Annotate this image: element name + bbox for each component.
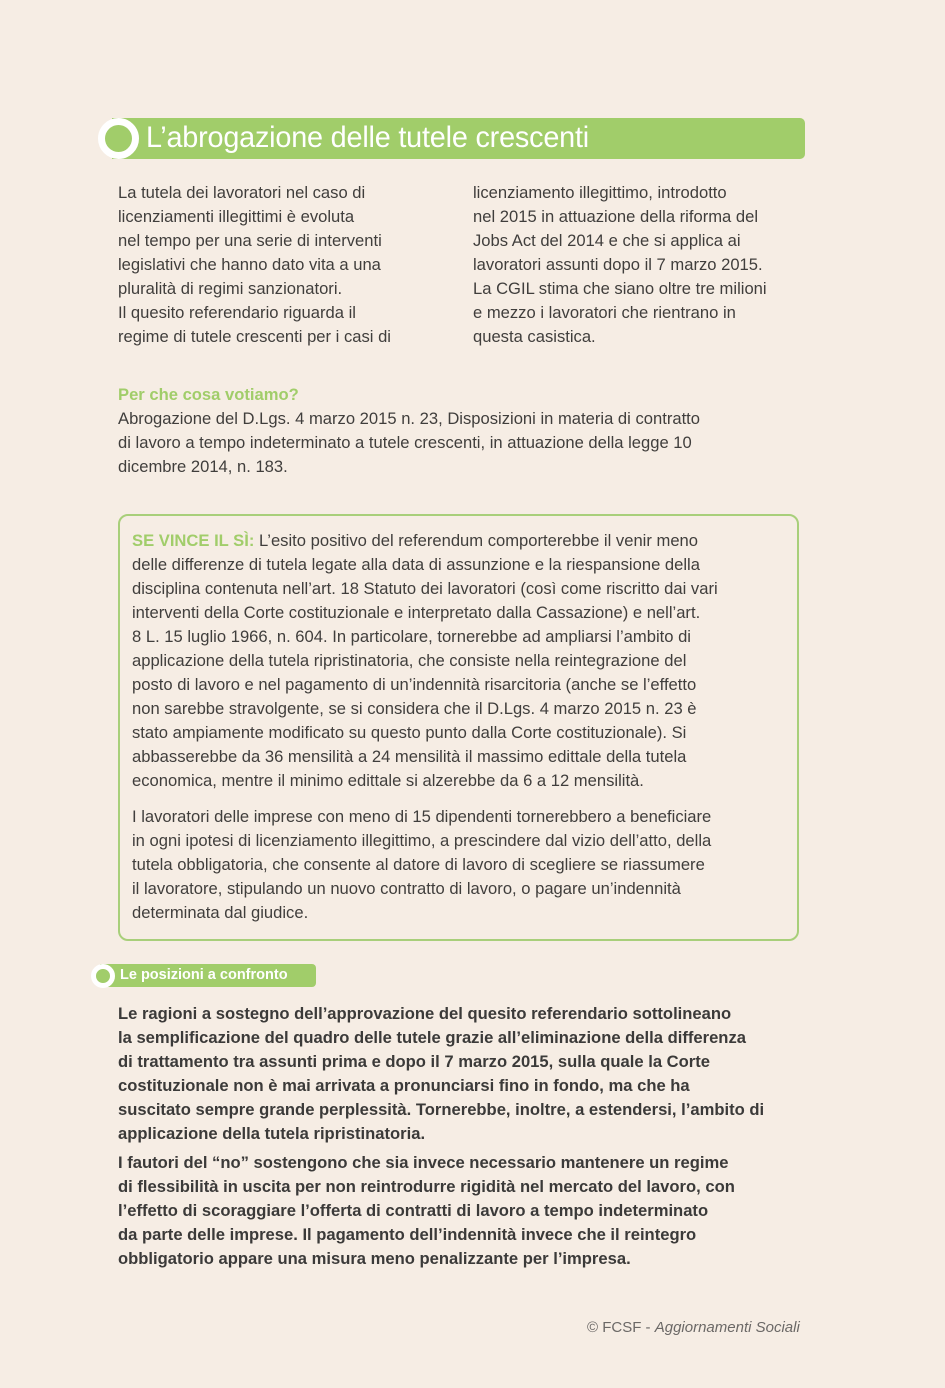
positions-line: Le ragioni a sostegno dell’approvazione del quesito referendario sottolineano	[118, 1004, 732, 1023]
outcome-line: stato ampiamente modificato su questo punto dalla Corte costituzionale). Si	[132, 723, 687, 742]
outcome-line: 8 L. 15 luglio 1966, n. 604. In particolare, tornerebbe ad ampliarsi l’ambito di	[132, 627, 691, 646]
circle-bullet-icon	[98, 118, 139, 159]
positions-line: l’effetto di scoraggiare l’offerta di contratti di lavoro a tempo indeterminato	[118, 1201, 709, 1220]
intro-line: regime di tutele crescenti per i casi di	[118, 327, 391, 346]
vote-line: Abrogazione del D.Lgs. 4 marzo 2015 n. 23, Disposizioni in materia di contratto	[118, 409, 701, 428]
intro-line: Il quesito referendario riguarda il	[118, 303, 356, 322]
outcome-line: posto di lavoro e nel pagamento di un’indennità risarcitoria (anche se l’effetto	[132, 675, 697, 694]
intro-line: questa casistica.	[473, 327, 596, 346]
page-title: L’abrogazione delle tutele crescenti	[146, 121, 589, 154]
intro-line: La CGIL stima che siano oltre tre milioni	[473, 279, 767, 298]
outcome-line: interventi della Corte costituzionale e interpretato dalla Cassazione) e nell’art.	[132, 603, 701, 622]
positions-line: I fautori del “no” sostengono che sia invece necessario mantenere un regime	[118, 1153, 729, 1172]
positions-line: la semplificazione del quadro delle tutele grazie all’eliminazione della differenza	[118, 1028, 746, 1047]
positions-line: di flessibilità in uscita per non reintrodurre rigidità nel mercato del lavoro, con	[118, 1177, 735, 1196]
outcome-paragraph-2	[132, 805, 711, 925]
intro-line: licenziamenti illegittimi è evoluta	[118, 207, 355, 226]
intro-line: e mezzo i lavoratori che rientrano in	[473, 303, 736, 322]
outcome-line: non sarebbe stravolgente, se si considera che il D.Lgs. 4 marzo 2015 n. 23 è	[132, 699, 697, 718]
outcome-line: il lavoratore, stipulando un nuovo contratto di lavoro, o pagare un’indennità	[132, 879, 681, 898]
intro-line: legislativi che hanno dato vita a una	[118, 255, 381, 274]
vote-line: dicembre 2014, n. 183.	[118, 457, 288, 476]
vote-line: di lavoro a tempo indeterminato a tutele crescenti, in attuazione della legge 10	[118, 433, 692, 452]
section-heading: Le posizioni a confronto	[120, 967, 288, 983]
outcome-line: in ogni ipotesi di licenziamento illegittimo, a prescindere dal vizio dell’atto, della	[132, 831, 712, 850]
outcome-line: I lavoratori delle imprese con meno di 15 dipendenti tornerebbero a beneficiare	[132, 807, 712, 826]
positions-line: da parte delle imprese. Il pagamento dell’indennità invece che il reintegro	[118, 1225, 697, 1244]
positions-paragraph-no	[118, 1151, 735, 1271]
intro-left-column	[118, 181, 391, 349]
intro-line: La tutela dei lavoratori nel caso di	[118, 183, 366, 202]
outcome-line: determinata dal giudice.	[132, 903, 309, 922]
outcome-label: SE VINCE IL SÌ	[132, 531, 249, 550]
intro-right-column	[473, 181, 767, 349]
intro-line: lavoratori assunti dopo il 7 marzo 2015.	[473, 255, 763, 274]
outcome-first-line	[132, 529, 718, 553]
intro-line: nel 2015 in attuazione della riforma del	[473, 207, 759, 226]
outcome-label-separator: :	[248, 531, 255, 550]
positions-paragraph-yes	[118, 1002, 764, 1146]
intro-line: pluralità di regimi sanzionatori.	[118, 279, 343, 298]
positions-line: di trattamento tra assunti prima e dopo il 7 marzo 2015, sulla quale la Corte	[118, 1052, 711, 1071]
intro-line: licenziamento illegittimo, introdotto	[473, 183, 727, 202]
footer-credit	[587, 1317, 800, 1339]
outcome-line: tutela obbligatoria, che consente al datore di lavoro di scegliere se riassumere	[132, 855, 705, 874]
outcome-line: applicazione della tutela ripristinatoria, che consiste nella reintegrazione del	[132, 651, 687, 670]
outcome-line: delle differenze di tutela legate alla data di assunzione e la riespansione della	[132, 555, 700, 574]
outcome-paragraph-1	[132, 529, 718, 793]
outcome-line: economica, mentre il minimo edittale si alzerebbe da 6 a 12 mensilità.	[132, 771, 644, 790]
copyright-text: © FCSF -	[587, 1319, 655, 1336]
intro-line: Jobs Act del 2014 e che si applica ai	[473, 231, 741, 250]
publication-name: Aggiornamenti Sociali	[654, 1319, 800, 1336]
outcome-line: L’esito positivo del referendum comporterebbe il venir meno	[254, 531, 698, 550]
positions-line: suscitato sempre grande perplessità. Tornerebbe, inoltre, a estendersi, l’ambito di	[118, 1100, 765, 1119]
positions-line: applicazione della tutela ripristinatoria.	[118, 1124, 426, 1143]
outcome-line: disciplina contenuta nell’art. 18 Statuto dei lavoratori (così come riscritto dai vari	[132, 579, 718, 598]
vote-description	[118, 407, 700, 479]
circle-bullet-icon	[91, 964, 115, 988]
positions-line: costituzionale non è mai arrivata a pronunciarsi fino in fondo, ma che ha	[118, 1076, 690, 1095]
vote-heading: Per che cosa votiamo?	[118, 385, 299, 404]
intro-line: nel tempo per una serie di interventi	[118, 231, 382, 250]
positions-line: obbligatorio appare una misura meno penalizzante per l’impresa.	[118, 1249, 631, 1268]
outcome-line: abbasserebbe da 36 mensilità a 24 mensilità il massimo edittale della tutela	[132, 747, 687, 766]
